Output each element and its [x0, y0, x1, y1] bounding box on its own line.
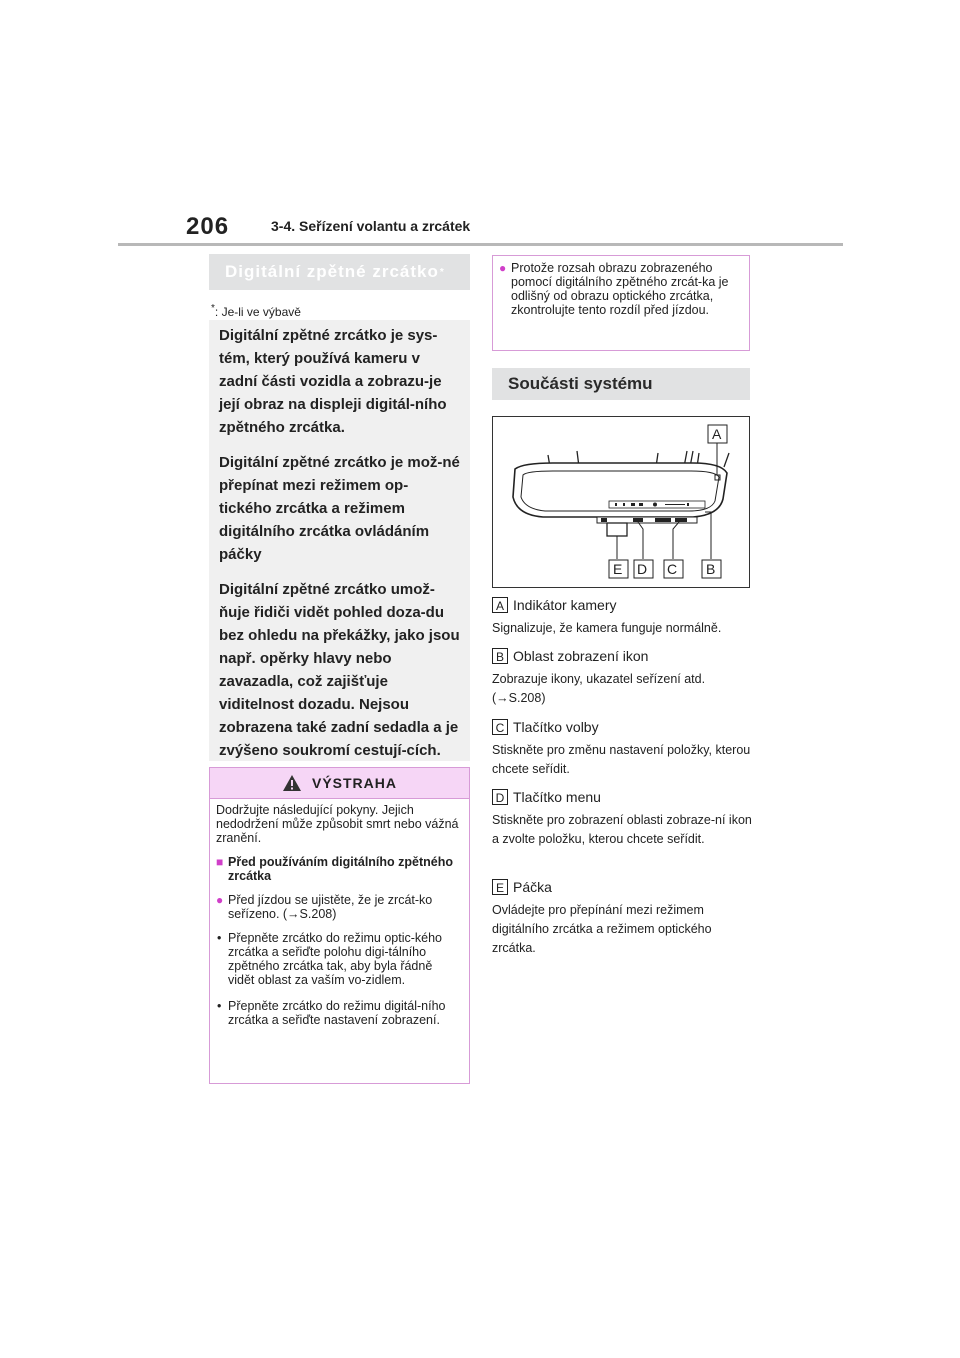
heading-asterisk: * [439, 266, 445, 278]
callout-b: B [706, 561, 716, 577]
component-item-d [492, 789, 757, 849]
info-note [492, 255, 750, 351]
components-heading [492, 368, 750, 400]
item-description: Zobrazuje ikony, ukazatel seřízení atd. (→S.208) [492, 672, 706, 705]
warning-triangle-icon [282, 774, 302, 792]
warning-bullet [216, 893, 461, 921]
footnote-asterisk: * [211, 303, 215, 314]
page-number: 206 [186, 213, 230, 240]
item-label: E [492, 879, 508, 895]
item-description: Signalizuje, že kamera funguje normálně. [492, 621, 722, 635]
item-description: Stiskněte pro zobrazení oblasti zobraze-ní ikon a zvolte položku, kterou chcete seřídit. [492, 813, 752, 846]
component-item-a [492, 597, 757, 638]
item-title: Tlačítko menu [513, 789, 601, 805]
callout-d: D [637, 561, 648, 577]
warning-box [209, 767, 470, 1084]
section-heading [209, 254, 470, 290]
warning-dash-item [216, 999, 461, 1027]
warning-header [210, 768, 469, 799]
callout-a: A [712, 426, 722, 442]
section-title: 3-4. Seřízení volantu a zrcátek [271, 218, 471, 234]
footnote-text: : Je-li ve výbavě [214, 305, 301, 319]
circle-bullet-icon: ● [499, 261, 507, 275]
component-item-e [492, 879, 757, 958]
intro-box [209, 320, 470, 761]
item-label: C [492, 719, 508, 735]
warning-subheading-text: Před používáním digitálního zpětného zrcátka [228, 855, 454, 883]
header-rule [118, 243, 843, 246]
item-label: D [492, 789, 508, 805]
item-title: Páčka [513, 879, 552, 895]
square-bullet-icon: ■ [216, 855, 224, 869]
info-note-bullet [499, 261, 741, 317]
intro-paragraph: Digitální zpětné zrcátko je sys-tém, který používá kameru v zadní části vozidla a zobrazu-je její obraz na displeji digitál-ního zpětného zrcátka. [219, 327, 447, 436]
item-title: Indikátor kamery [513, 597, 617, 613]
item-title: Oblast zobrazení ikon [513, 648, 649, 664]
callout-e: E [613, 561, 623, 577]
warning-title: VÝSTRAHA [311, 775, 397, 791]
warning-bullet-text: Před jízdou se ujistěte, že je zrcát-ko seřízeno. (→S.208) [228, 893, 433, 921]
circle-bullet-icon: ● [216, 893, 224, 907]
warning-subheading [216, 855, 461, 883]
warning-dash-text: Přepněte zrcátko do režimu digitál-ního zrcátka a seřiďte nastavení zobrazení. [228, 999, 446, 1027]
mirror-diagram [493, 417, 749, 587]
dot-bullet-icon: • [217, 999, 222, 1013]
item-label: A [492, 597, 508, 613]
components-heading-text: Součásti systému [508, 374, 653, 393]
intro-paragraph: Digitální zpětné zrcátko je mož-né přepínat mezi režimem op-tického zrcátka a režimem digitálního zrcátka ovládáním páčky [219, 454, 460, 563]
warning-dash-item [216, 931, 461, 987]
section-heading-text: Digitální zpětné zrcátko [225, 262, 439, 281]
footnote [211, 303, 301, 319]
dot-bullet-icon: • [217, 931, 222, 945]
warning-dash-text: Přepněte zrcátko do režimu optic-kého zrcátka a seřiďte polohu digi-tálního zpětného zrcátka tak, aby byla řádně vidět oblast za vaším vo-zidlem. [228, 931, 442, 987]
item-description: Stiskněte pro změnu nastavení položky, kterou chcete seřídit. [492, 743, 751, 776]
warning-intro: Dodržujte následující pokyny. Jejich nedodržení může způsobit smrt nebo vážná zranění. [216, 803, 459, 845]
component-item-c [492, 719, 757, 779]
item-title: Tlačítko volby [513, 719, 599, 735]
item-label: B [492, 648, 508, 664]
callout-c: C [667, 561, 678, 577]
component-item-b [492, 648, 757, 708]
info-note-text: Protože rozsah obrazu zobrazeného pomocí digitálního zpětného zrcát-ka je odlišný od obrazu optického zrcátka, zkontrolujte tento rozdíl před jízdou. [511, 261, 729, 317]
intro-paragraph: Digitální zpětné zrcátko umož-ňuje řidiči vidět pohled doza-du bez ohledu na překážky, jako jsou např. opěrky hlavy nebo zavazadla, což zajišťuje viditelnost dozadu. Nejsou zobrazena také zadní sedadla a je zvýšeno soukromí cestují-cích. [219, 581, 460, 759]
mirror-figure [492, 416, 750, 588]
item-description: Ovládejte pro přepínání mezi režimem digitálního zrcátka a režimem optického zrcátka. [492, 903, 712, 955]
